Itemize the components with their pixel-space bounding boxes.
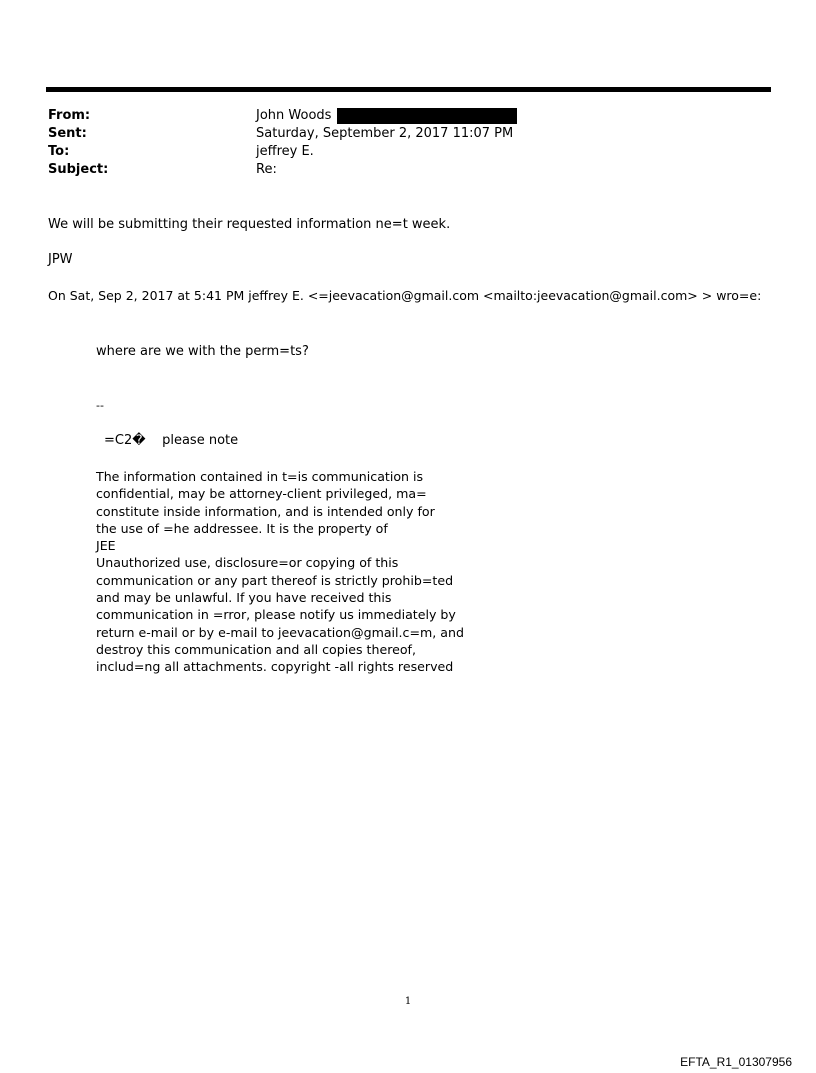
top-rule <box>46 87 771 92</box>
disclaimer-line: The information contained in t=is communication is <box>96 469 424 484</box>
subject-value: Re: <box>256 162 277 177</box>
disclaimer-line: Unauthorized use, disclosure=or copying of this <box>96 555 399 571</box>
disclaimer-line: communication or any part thereof is strictly prohib=ted <box>96 572 454 588</box>
disclaimer-line: return e-mail or by e-mail to jeevacation@gmail.c=m, and <box>96 624 464 640</box>
disclaimer-line: the use of =he addressee. It is the property of <box>96 520 388 536</box>
disclaimer-line: JEE <box>96 538 116 554</box>
document-id: EFTA_R1_01307956 <box>680 1055 792 1069</box>
from-value <box>256 107 517 125</box>
to-label: To: <box>48 144 70 159</box>
subject-row <box>48 161 748 179</box>
disclaimer-line: includ=ng all attachments. copyright -all rights reserved <box>96 659 454 675</box>
signature-separator: -- <box>96 399 104 412</box>
sender-name: John Woods <box>256 108 332 123</box>
subject-label: Subject: <box>48 162 109 177</box>
sent-value: Saturday, September 2, 2017 11:07 PM <box>256 126 514 141</box>
message-body-line: We will be submitting their requested information ne=t week. <box>48 217 451 232</box>
page-number: 1 <box>404 996 412 1007</box>
sent-label: Sent: <box>48 126 87 141</box>
email-header <box>48 107 748 179</box>
to-value: jeffrey E. <box>256 144 314 159</box>
from-label: From: <box>48 108 91 123</box>
to-row <box>48 143 748 161</box>
please-note: =C2� please note <box>104 433 239 448</box>
quoted-question: where are we with the perm=ts? <box>96 344 309 359</box>
redaction-bar <box>337 108 517 124</box>
disclaimer-line: communication in =rror, please notify us immediately by <box>96 607 456 623</box>
disclaimer-line: constitute inside information, and is intended only for <box>96 503 435 519</box>
quote-intro: On Sat, Sep 2, 2017 at 5:41 PM jeffrey E. <=jeevacation@gmail.com <mailto:jeevacation@gmail.com> > wro=e: <box>48 288 762 303</box>
disclaimer-line: and may be unlawful. If you have received this <box>96 590 392 606</box>
disclaimer-line: destroy this communication and all copies thereof, <box>96 641 416 657</box>
signature: JPW <box>48 252 73 267</box>
disclaimer <box>96 468 464 676</box>
sent-row <box>48 125 748 143</box>
from-row <box>48 107 748 125</box>
disclaimer-line: confidential, may be attorney-client privileged, ma= <box>96 486 427 502</box>
